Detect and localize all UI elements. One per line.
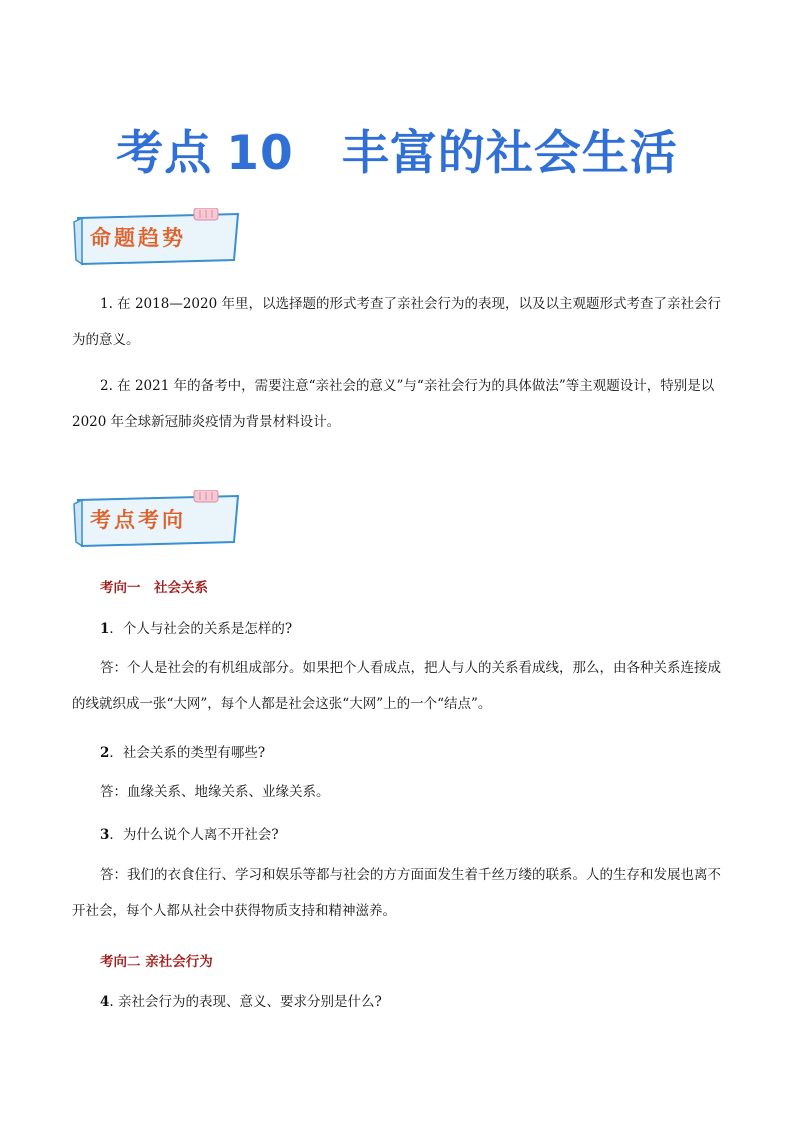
trend-section-label: 命题趋势 (90, 226, 186, 250)
points-section-label: 考点考向 (90, 508, 186, 532)
direction-2-heading: 考向二 亲社会行为 (100, 954, 213, 970)
question-1-text: ．个人与社会的关系是怎样的? (109, 621, 293, 637)
page-title (0, 116, 794, 183)
question-3-number: 3 (100, 827, 110, 843)
question-2 (100, 741, 265, 761)
trend-paragraph-1: 1. 在 2018—2020 年里，以选择题的形式考查了亲社会行为的表现，以及以主观题形式考查了亲社会行为的意义。 (72, 296, 721, 348)
question-3-text: ．为什么说个人离不开社会? (109, 827, 279, 843)
question-4-text: . 亲社会行为的表现、意义、要求分别是什么? (109, 994, 382, 1010)
trend-paragraph-2: 2. 在 2021 年的备考中，需要注意“亲社会的意义”与“亲社会行为的具体做法”等主观题设计，特别是以 2020 年全球新冠肺炎疫情为背景材料设计。 (72, 378, 715, 430)
direction-1-heading: 考向一 社会关系 (100, 580, 208, 596)
title-text: 丰富的社会生活 (341, 126, 678, 181)
question-2-number: 2 (100, 745, 110, 761)
question-4 (100, 990, 382, 1010)
answer-1: 答：个人是社会的有机组成部分。如果把个人看成点，把人与人的关系看成线，那么，由各种关系连接成的线就织成一张“大网”，每个人都是社会这张“大网”上的一个“结点”。 (72, 660, 721, 712)
answer-3: 答：我们的衣食住行、学习和娱乐等都与社会的方方面面发生着千丝万缕的联系。人的生存和发展也离不开社会，每个人都从社会中获得物质支持和精神滋养。 (72, 867, 721, 919)
title-prefix: 考点 (116, 126, 213, 181)
points-section-badge (72, 490, 242, 550)
question-1-number: 1 (100, 621, 110, 637)
question-2-text: ．社会关系的类型有哪些? (109, 745, 266, 761)
title-number: 10 (226, 126, 294, 181)
answer-2: 答：血缘关系、地缘关系、业缘关系。 (100, 784, 330, 800)
question-4-number: 4 (100, 994, 110, 1010)
trend-section-badge (72, 208, 242, 268)
question-1 (100, 617, 292, 637)
question-3 (100, 823, 279, 843)
